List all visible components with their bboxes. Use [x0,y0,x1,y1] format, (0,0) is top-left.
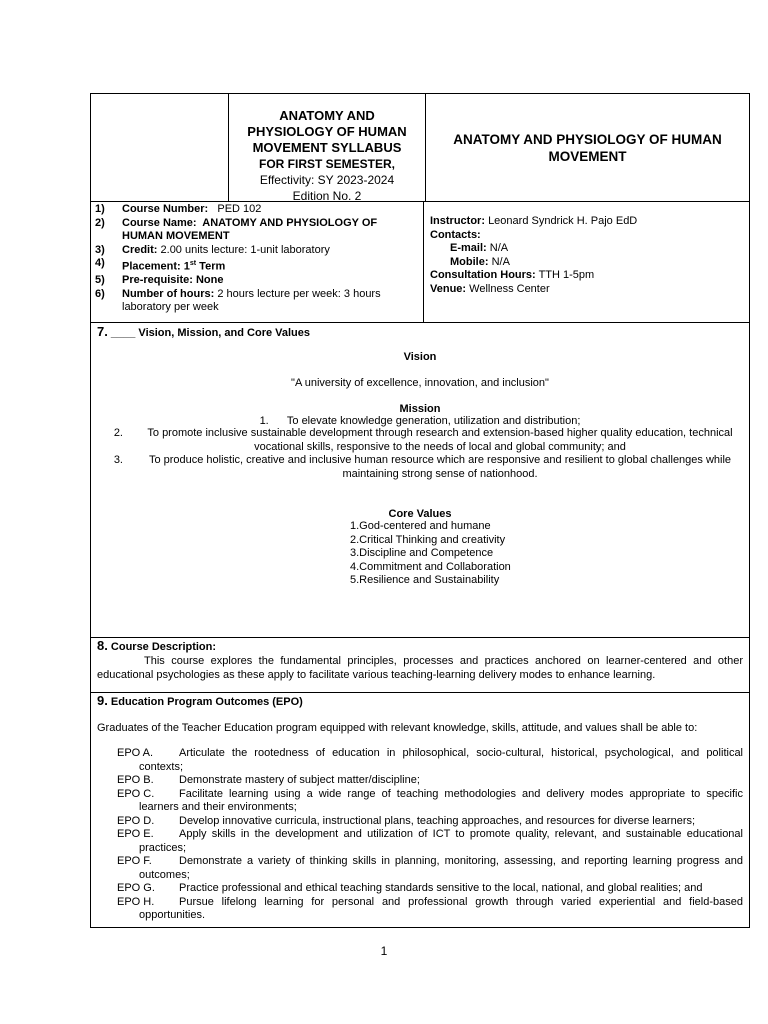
epo-item: EPO F. Demonstrate a variety of thinking skills in planning, monitoring, assessing, and reporting learning progress and outcomes; [117,855,743,881]
core-value-item: 1.God-centered and humane [350,520,491,532]
vision-mission-section [91,324,749,638]
core-values-heading: Core Values [388,508,452,520]
edition: Edition No. 2 [292,189,362,203]
vision-heading: Vision [403,351,437,363]
hours-item: 6) Number of hours: 2 hours lecture per week: 3 hours laboratory per week [95,287,381,314]
core-values-list [97,520,743,588]
outcomes-intro: Graduates of the Teacher Education program equipped with relevant knowledge, skills, attitude, and values shall be able to: [97,721,698,734]
course-description-section [91,639,749,693]
syllabus-title-cell [229,94,426,201]
header-row [91,94,749,202]
section-8-title: 8. Course Description: [97,638,217,653]
course-info-row [91,202,749,323]
consultation-line: Consultation Hours: TTH 1-5pm [430,269,595,281]
course-name-item: 2) Course Name: ANATOMY AND PHYSIOLOGY OF HUMAN MOVEMENT [95,216,378,242]
section-9-title: 9. Education Program Outcomes (EPO) [97,693,303,708]
syllabus-table [90,93,750,928]
email-line: E-mail: N/A [450,242,509,254]
logo-cell [91,94,229,201]
epo-item: EPO H. Pursue lifelong learning for personal and professional growth through varied experiential and field-based opportunities. [117,895,743,921]
vision-text: "A university of excellence, innovation, and inclusion" [291,377,549,389]
instructor-info [424,202,749,322]
program-outcomes-section [91,694,749,927]
credit-item: 3) Credit: 2.00 units lecture: 1-unit laboratory [95,243,330,256]
title-line-3: MOVEMENT SYLLABUS [252,140,402,155]
mission-item-1: 1. To elevate knowledge generation, utilization and distribution; [259,415,581,427]
mobile-line: Mobile: N/A [450,255,510,268]
epo-item: EPO E. Apply skills in the development and utilization of ICT to promote quality, relevant, and sustainable educational practices; [117,828,743,854]
course-title-cell: ANATOMY AND PHYSIOLOGY OF HUMAN MOVEMENT [453,132,722,164]
instructor-line: Instructor: Leonard Syndrick H. Pajo EdD [430,215,638,227]
mission-heading: Mission [399,403,441,415]
epo-item: EPO G. Practice professional and ethical teaching standards sensitive to the local, national, and global realities; and [117,882,703,894]
course-info-list [91,202,424,322]
venue-line: Venue: Wellness Center [430,282,550,295]
contacts-label: Contacts: [430,228,481,241]
mission-item-3: 3. To produce holistic, creative and inclusive human resource which are responsive and resilient to global challenges while maintaining strong sense of nationhood. [113,454,732,480]
title-line-2: PHYSIOLOGY OF HUMAN [247,124,407,139]
core-value-item: 4.Commitment and Collaboration [350,560,511,573]
epo-item: EPO B. Demonstrate mastery of subject matter/discipline; [117,774,420,786]
prerequisite-item: 5) Pre-requisite: None [95,274,224,287]
placement-item: 4) Placement: 1st Term [95,257,226,273]
epo-item: EPO A. Articulate the rootedness of education in philosophical, socio-cultural, historical, psychological, and political contexts; [117,747,743,773]
page-number: 1 [380,944,388,958]
epo-item: EPO D. Develop innovative curricula, instructional plans, teaching approaches, and resources for diverse learners; [117,814,696,827]
core-value-item: 2.Critical Thinking and creativity [350,533,506,546]
epo-item: EPO C. Facilitate learning using a wide range of teaching methodologies and delivery modes appropriate to specific learners and their environments; [117,787,743,813]
title-line-1: ANATOMY AND [279,108,375,123]
section-7-title: 7. ____ Vision, Mission, and Core Values [97,324,311,339]
core-value-item: 5.Resilience and Sustainability [350,574,500,586]
course-description-text: This course explores the fundamental principles, processes and practices anchored on learner-centered and other educational psychologies as these apply to facilitate various teaching-learning delivery modes to enhance learning. [97,655,743,681]
mission-item-2: 2. To promote inclusive sustainable development through research and extension-based higher quality education, technical vocational skills, responsive to the needs of local and global community; and [113,427,733,453]
title-line-4: FOR FIRST SEMESTER, [258,157,395,171]
effectivity: Effectivity: SY 2023-2024 [259,173,395,187]
course-number-item: 1) Course Number: PED 102 [95,203,262,215]
core-value-item: 3.Discipline and Competence [350,547,494,559]
outcomes-list [97,747,743,923]
